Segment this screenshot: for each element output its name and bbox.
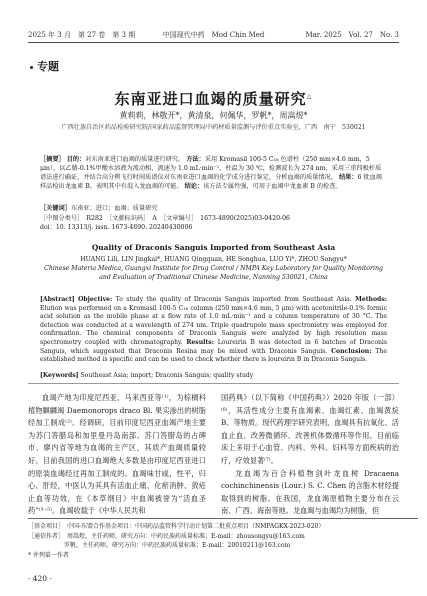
objective-label: Objective: [78, 296, 113, 303]
methods-text: Elution was performed on a Kromasil 100-5 C₁₈ column (250 mm×4.6 mm, 5 μm) with acetonitrile-0.1% formic acid solution as the mobile phase at a flow rate of 1.0 mL·min⁻¹ and a column temperature of 30 °C. The detection was conducted at a wavelength of 274 nm. Triple quadrupole mass spectrometry was employed for confirmation. The chemical components of Draconis Sanguis were analyzed by high resolution mass spectrometry coupled with chromatography. [40, 304, 387, 346]
authors-en: HUANG Lili, LIN Jingkai*, HUANG Qingquan, HE Songhua, LUO Yi*, ZHOU Songyu* [80, 256, 347, 263]
clc-number: ［中图分类号］ R282 [40, 215, 103, 222]
abstract-en-label: [Abstract] [40, 296, 75, 303]
results-text: Loureirin B was detected in 6 batches of Draconis Sanguis, which suggested that Draconis Resina may be mixed with Draconis Sanguis. [40, 338, 388, 355]
goal-label: 目的： [66, 156, 86, 163]
conclusion-text: 该方法专属性强，可用于血竭中龙血素 B 的检查。 [203, 183, 342, 190]
method-label: 方法： [186, 156, 205, 163]
affiliation-cn: 广西壮族自治区药品检验研究院/国家药品监督管理局中药材质量监测与评价重点实验室，广西 南宁 530021 [61, 124, 366, 131]
cofirst-note: * 并列第一作者 [28, 551, 69, 559]
article-title-en: Quality of Draconis Sanguis Imported from Southeast Asia [91, 243, 336, 252]
page-number: · 420 · [28, 574, 52, 583]
body-column-right [221, 392, 399, 518]
body-column-left [28, 392, 206, 518]
keywords-cn-label: ［关键词］ [40, 205, 71, 212]
keywords-en-text: Southeast Asia; import; Draconis Sanguis; quality study [80, 372, 254, 379]
section-label [30, 58, 59, 74]
bullet-icon [30, 66, 33, 69]
keywords-en [40, 372, 387, 379]
running-header [28, 28, 399, 42]
authors-cn: 黄莉莉，林敬开*，黄清泉，何佩华，罗帆*，周嵩煜* [119, 111, 308, 120]
header-journal: 中国现代中药 Mod Chin Med [162, 31, 265, 39]
goal-text: 对东南亚进口血竭的质量进行研究。 [85, 156, 185, 163]
corresponding-author-2: 罗帆，主任药师，研究方向：中药民族药质量标准；E-mail：20010211@163.com [64, 542, 291, 550]
header-volume: Mar. 2025 Vol. 27 No. 3 [305, 31, 399, 39]
keywords-en-label: [Keywords] [40, 372, 79, 379]
affiliation-en: Chinese Materia Medica, Guangxi Institute for Drug Control / NMPA Key Laboratory for Quality Monitoring and Evaluation of Traditional Chinese Medicine, Nanning 530021, China [44, 265, 383, 281]
objective-text: To study the quality of Draconis Sanguis imported from Southeast Asia. [115, 296, 352, 303]
results-label: Results: [186, 338, 214, 346]
article-number: ［文章编号］ 1673-4890(2025)03-0420-06 [163, 215, 290, 222]
abstract-cn [40, 155, 387, 191]
abstract-en [40, 296, 387, 365]
conclusion-en-label: Conclusion: [331, 347, 372, 355]
conclusion-en-text: The established method is specific and can be used to check whether there is loureirin B in Draconis Sanguis. [40, 347, 388, 364]
funding-note: ［基金项目］ 中国-东盟合作基金项目：中国药品监管科学行动计划第二批重点项目（NMPAGKX-2023-020） [28, 523, 325, 530]
footnote-rule [28, 518, 418, 519]
header-rule [28, 42, 399, 43]
result-label: 结果： [338, 174, 358, 181]
body-paragraph: 国药典》（以下简称《中国药典》）2020 年版（一部）⁽⁶⁾，其活性成分主要有血竭素、血竭红素、血竭黄烷 B、等物质。现代药理学研究表明，血竭具有抗氧化、活血止血、改善微循环、改善机体微循环等作用。目前临床上多用于心血管、内科、外科、妇科等方面疾病的治疗，疗效显著⁽⁷⁾。 [221, 393, 399, 465]
result-text: 6 批血竭样品检出龙血素 B，表明其中有混入龙血竭的可能。 [40, 174, 382, 190]
section-text: 专题 [37, 60, 59, 73]
title-cn-mark: △ [306, 93, 313, 100]
corresponding-author: ［通信作者］ 周嵩煜，主任药师，研究方向：中药民族药质量标准；E-mail：zhousongyu@163.com [28, 532, 305, 540]
abstract-cn-label: ［摘要］ [40, 156, 65, 163]
article-title-cn [28, 88, 399, 109]
doi: doi：10. 13313/j. issn. 1673-4890. 20240430006 [40, 224, 193, 231]
body-paragraph: 龙血竭为百合科植物剑叶龙血树 Dracaena cochinchinensis (Lour.) S. C. Chen 的含脂木材经提取得到的树脂。在我国，龙血竭原植物主要分布在云南、广西、海南等地。龙血竭与血竭均为树脂，但 [221, 468, 399, 516]
title-cn-text: 东南亚进口血竭的质量研究 [114, 90, 307, 108]
classification-block [40, 214, 387, 232]
doc-code: ［文献标识码］ A [109, 215, 157, 222]
method-text: 采用 Kromasil 100-5 C₁₈ 色谱柱（250 mm×4.6 mm，5 μm），以乙腈-0.1%甲酸水溶液为流动相，流速为 1.0 mL·min⁻¹，柱温为 30 ℃，检测波长为 274 nm，采用三重四极杆质谱法进行确证，并结合高分辨飞行时间质谱仪对东南亚进口血竭的化学成分进行鉴定，分析血竭的质量情况。 [40, 156, 382, 181]
keywords-cn-text: 东南亚；进口；血竭；质量研究 [70, 205, 158, 212]
methods-label: Methods: [355, 296, 387, 303]
keywords-cn [40, 203, 387, 212]
conclusion-label: 结论： [184, 183, 204, 190]
header-issue: 2025 年 3 月 第 27 卷 第 3 期 [28, 31, 136, 39]
abstract-divider [28, 383, 399, 384]
footnotes [28, 522, 399, 560]
body-paragraph: 血竭产地为印度尼西亚、马来西亚等⁽¹⁾，为棕榈科植物麒麟竭 Daemonorops draco Bl. 果实渗出的树脂经加工制成⁽²⁾。经调研，目前印度尼西亚血竭产地主要为苏门答腊岛和加里曼丹岛南部。苏门答腊岛的占碑市、廖内省等地为血竭的主产区，其质产血竭质量较好。目前我国的进口血竭绝大多数是由印度尼西亚进口的原装血竭经过再加工制成的。血竭味甘咸，性平，归心、肝经，中医认为其具有活血止痛、化瘀消肿、敛疮止血等功效，在《本草纲目》中血竭被誉为“活血圣药”⁽³⁻⁵⁾。血竭收载于《中华人民共和 [28, 393, 206, 516]
